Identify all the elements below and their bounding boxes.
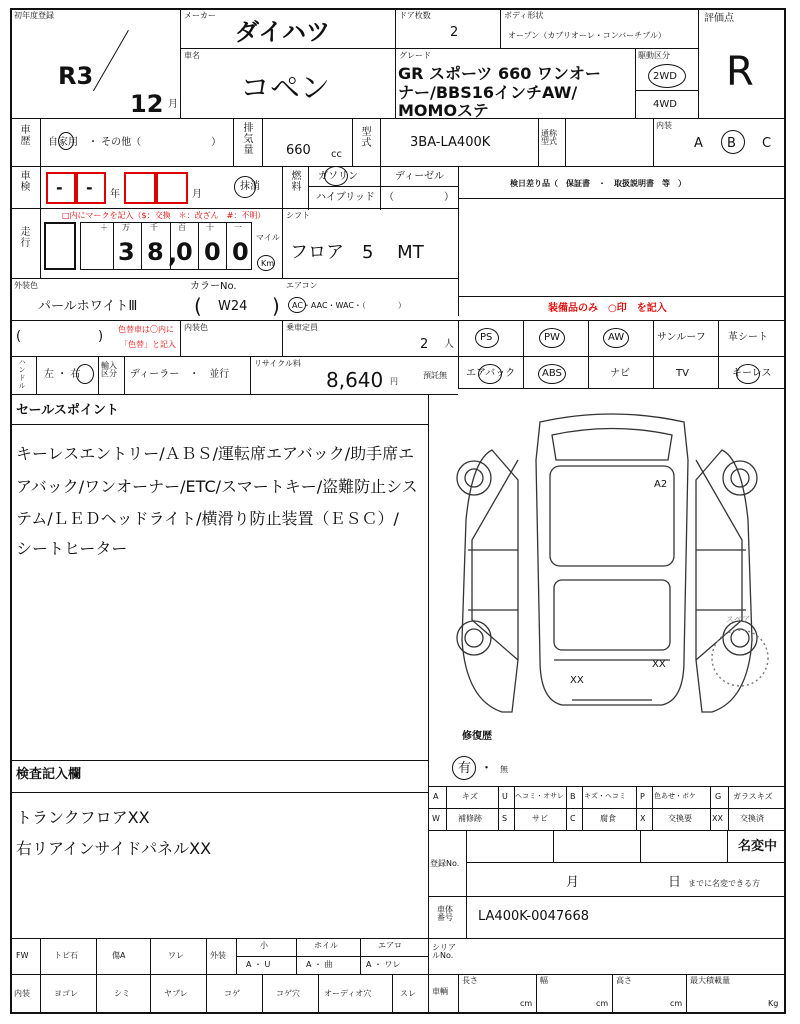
doors-label: ドア枚数 (399, 11, 431, 20)
inspection-box-3 (124, 172, 156, 204)
mileage-label: 走行 (18, 226, 29, 248)
aero-value: A ・ ワレ (366, 960, 401, 969)
car-damage-diagram (432, 400, 782, 730)
small-value: A ・ U (246, 960, 271, 969)
reg-deadline-text: までに名変できる方 (688, 879, 760, 888)
legend-xx-code: XX (712, 814, 723, 823)
common-model-label: 通称型式 (541, 129, 557, 146)
unregistered-text: 抹消 (240, 181, 260, 192)
interior-item-1: ヨゴレ (54, 989, 78, 998)
legend-p-text: 色あせ・ボケ (654, 792, 696, 800)
mileage-unit-sen: 千 (150, 223, 158, 232)
legend-b-text: キズ・ヘコミ (584, 792, 626, 800)
name-change-text: 名変中 (738, 839, 778, 854)
legend-b-code: B (570, 792, 576, 801)
first-reg-month: 12 (130, 90, 164, 118)
fuel-diesel: ディーゼル (395, 171, 444, 182)
inspection-box-4 (156, 172, 188, 204)
model-value: 3BA-LA400K (410, 135, 491, 150)
repaint-paren-close: ) (98, 329, 104, 344)
sales-title: セールスポイント (16, 403, 119, 418)
body-value: オープン（カブリオーレ・コンバーチブル） (508, 31, 666, 40)
interior-grade-b: B (727, 136, 736, 151)
mileage-km-circle (257, 255, 275, 271)
doors-value: 2 (450, 25, 459, 40)
mileage-digit-3: 0 (176, 238, 193, 266)
legend-w-text: 補修跡 (458, 814, 482, 823)
interior-item-5: コゲ穴 (276, 989, 300, 998)
ac-value: AC・AAC・WAC・（ ） (292, 301, 406, 310)
mileage-comma: , (168, 240, 178, 268)
equip-sunroof: サンルーフ (657, 332, 706, 343)
drive-label: 駆動区分 (638, 51, 670, 60)
legend-c-text: 腐食 (600, 814, 616, 823)
drive-4wd: 4WD (653, 99, 677, 110)
import-value: ディーラー ・ 並行 (130, 369, 230, 380)
legend-p-code: P (640, 792, 645, 801)
body-label: ボディ形状 (504, 11, 544, 20)
fw-item-3: ワレ (168, 951, 184, 960)
equip-keyless: キーレス (732, 368, 772, 379)
handle-label: ハンドル (18, 358, 26, 390)
grade-label: グレード (399, 51, 431, 60)
equip-aw-circle (603, 328, 629, 348)
sales-line-1: キーレスエントリー/ＡＢＳ/運転席エアバック/助手席エ (16, 444, 415, 463)
mileage-digit-4: 0 (204, 238, 221, 266)
maker-value: ダイハツ (235, 18, 331, 46)
car-name-label: 車名 (184, 51, 200, 60)
equip-tv: TV (676, 368, 689, 379)
disp-value: 660 (286, 143, 311, 158)
recycle-label: リサイクル料 (254, 359, 301, 368)
inspection-year-suffix: 年 (110, 189, 120, 200)
legend-g-code: G (715, 792, 722, 801)
interior-damage-label: 内装 (14, 989, 30, 998)
capacity-value: 2 (420, 337, 429, 352)
small-label: 小 (260, 941, 268, 950)
mileage-plus: ＋ (100, 223, 108, 232)
inspection-notes-title: 検査記入欄 (16, 767, 82, 782)
rating-label: 評価点 (704, 13, 734, 24)
inspection-notes-line-2: 右リアインサイドパネルXX (16, 839, 212, 858)
legend-x-code: X (640, 814, 646, 823)
interior-grade-c: C (762, 136, 772, 151)
drive-2wd: 2WD (653, 71, 677, 82)
damage-mark-xx-bottom: XX (570, 675, 584, 686)
recycle-deposit: 預託無 (423, 371, 447, 380)
fuel-hybrid: ハイブリッド (316, 192, 375, 203)
sales-line-3: テム/ＬＥＤヘッドライト/横滑り防止装置（ＥＳＣ）/ (16, 509, 399, 528)
mileage-note: □内にマークを記入（$：交換 ＊：改ざん #：不明） (62, 211, 266, 220)
recycle-value: 8,640 (326, 368, 384, 392)
wheel-value: A ・ 曲 (306, 960, 333, 969)
disp-label: 排気量 (241, 122, 252, 155)
color-label: 外装色 (14, 281, 38, 290)
handle-circle (76, 364, 94, 384)
ac-circle (288, 297, 306, 313)
legend-s-code: S (502, 814, 508, 823)
interior-item-3: ヤブレ (164, 989, 188, 998)
fuel-other: （ ） (384, 192, 454, 203)
sales-line-2: アバック/ワンオーナー/ETC/スマートキー/盗難防止シス (16, 477, 418, 496)
repair-label: 修復歴 (462, 731, 492, 742)
interior-item-2: シミ (114, 989, 130, 998)
legend-x-text: 交換要 (668, 814, 692, 823)
interior-item-7: スレ (400, 989, 416, 998)
equip-pw: PW (544, 332, 560, 343)
interior-color-label: 内装色 (184, 323, 208, 332)
sales-line-4: シートヒーター (16, 539, 128, 558)
grade-line2: ナー/BBS16インチAW/ (398, 83, 578, 102)
mileage-unit-man: 万 (122, 223, 130, 232)
equip-abs: ABS (542, 368, 562, 379)
shift-value: フロア 5 MT (290, 242, 424, 263)
equip-abs-circle (538, 364, 566, 384)
repair-no: 無 (500, 765, 508, 774)
height-unit: cm (670, 999, 683, 1008)
equip-airbag-circle (478, 364, 502, 384)
legend-g-text: ガラスキズ (733, 792, 773, 801)
mileage-unit-hyaku: 百 (178, 223, 186, 232)
equip-title: 装備品のみ ○印 を記入 (548, 303, 667, 314)
inspection-notes-line-1: トランクフロアXX (16, 808, 150, 827)
interior-item-6: オーディオ穴 (324, 989, 372, 998)
repair-dot: ・ (480, 761, 494, 776)
damage-mark-a2: A2 (654, 479, 668, 490)
height-label: 高さ (616, 976, 632, 985)
interior-item-4: コゲ (224, 989, 240, 998)
interior-grade-label: 内装 (656, 121, 672, 130)
interior-grade-circle (721, 130, 745, 154)
fw-item-1: トビ石 (54, 951, 78, 960)
exterior-label: 外装 (210, 951, 226, 960)
chassis-label: 車体番号 (437, 905, 453, 922)
mileage-mile-unit: マイル (256, 233, 280, 242)
drive-2wd-circle (648, 64, 686, 88)
width-label: 幅 (540, 976, 548, 985)
load-label: 最大積載量 (690, 976, 730, 985)
serial-label: シリアルNo. (432, 943, 456, 960)
fw-item-2: 傷A (112, 951, 126, 960)
inspection-label: 車検 (18, 170, 29, 192)
first-reg-month-suffix: 月 (168, 99, 178, 110)
legend-u-code: U (502, 792, 508, 801)
reg-day-label: 日 (668, 875, 682, 890)
capacity-label: 乗車定員 (286, 323, 318, 332)
fw-label: FW (16, 951, 29, 960)
equip-ps-circle (475, 328, 499, 348)
import-label: 輸入区分 (101, 361, 117, 378)
docs-title: 検日差り品（ 保証書 ・ 取扱説明書 等 ） (510, 179, 686, 188)
shift-label: シフト (286, 211, 310, 220)
legend-w-code: W (432, 814, 440, 823)
history-label: 車歴 (18, 124, 29, 146)
fuel-gasoline-circle (324, 166, 348, 186)
repair-yes-circle (452, 756, 476, 780)
chassis-value: LA400K-0047668 (478, 909, 589, 924)
color-code-label: カラーNo. (190, 281, 237, 292)
first-reg-era: R3 (58, 62, 94, 90)
capacity-unit: 人 (444, 339, 454, 350)
ac-label: エアコン (286, 281, 318, 290)
history-circle (58, 132, 74, 150)
model-label: 型式 (359, 126, 370, 148)
interior-grade-a: A (694, 136, 703, 151)
equip-ps: PS (480, 332, 493, 343)
repair-yes: 有 (458, 761, 472, 776)
equip-navi: ナビ (610, 368, 630, 379)
repaint-note-1: 色替車は〇内に (118, 325, 174, 334)
equip-airbag: エアバック (466, 368, 516, 379)
handle-value: 左 ・ 右 (44, 369, 81, 380)
legend-c-code: C (570, 814, 576, 823)
repaint-paren-open: ( (16, 329, 22, 344)
legend-a-code: A (433, 792, 439, 801)
color-code-open: ( (194, 294, 202, 318)
length-unit: cm (520, 999, 533, 1008)
mileage-digit-1: 3 (118, 238, 135, 266)
load-unit: Kg (768, 999, 779, 1008)
legend-u-text: ヘコミ・オサレ (515, 792, 564, 800)
car-name-value: コペン (240, 71, 330, 106)
fuel-label: 燃料 (289, 170, 300, 192)
mileage-unit-ichi: 一 (234, 223, 242, 232)
recycle-unit: 円 (390, 377, 398, 386)
dims-label: 車輌 (432, 987, 448, 996)
mileage-km-unit: Km (261, 259, 275, 268)
mileage-mark-box (44, 222, 76, 270)
equip-pw-circle (539, 328, 565, 348)
equip-aw: AW (608, 332, 625, 343)
equip-leather: 革シート (728, 332, 768, 343)
legend-a-text: キズ (462, 792, 478, 801)
inspection-month-suffix: 月 (192, 189, 202, 200)
maker-label: メーカー (184, 11, 216, 20)
grade-line3: MOMOステ (398, 101, 489, 120)
unregistered-circle (234, 176, 256, 198)
width-unit: cm (596, 999, 609, 1008)
mileage-digit-5: 0 (232, 238, 249, 266)
mileage-digit-2: 8 (147, 238, 164, 266)
rating-value: R (726, 49, 754, 95)
fuel-gasoline: ガソリン (318, 171, 358, 182)
spare-label: スペア (726, 615, 750, 624)
first-reg-label: 初年度登録 (14, 11, 54, 20)
reg-month-label: 月 (566, 875, 580, 890)
damage-mark-xx-right: XX (652, 659, 666, 670)
length-label: 長さ (462, 976, 478, 985)
legend-xx-text: 交換済 (740, 814, 764, 823)
color-code-value: W24 (218, 299, 248, 314)
legend-s-text: サビ (532, 814, 548, 823)
aero-label: エアロ (378, 941, 402, 950)
inspection-dash-1: - (56, 178, 63, 197)
repaint-note-2: 「色替」と記入 (120, 340, 176, 349)
equip-keyless-circle (736, 364, 760, 384)
inspection-dash-2: - (86, 178, 93, 197)
grade-line1: GR スポーツ 660 ワンオー (398, 64, 601, 83)
history-value: 自家用 ・ その他（ ） (48, 137, 222, 148)
color-code-close: ) (272, 294, 280, 318)
disp-unit: cc (331, 149, 342, 160)
mileage-unit-ju: 十 (206, 223, 214, 232)
wheel-label: ホイル (314, 941, 338, 950)
color-value: パールホワイトⅢ (38, 299, 138, 314)
reg-no-label: 登録No. (430, 859, 460, 868)
